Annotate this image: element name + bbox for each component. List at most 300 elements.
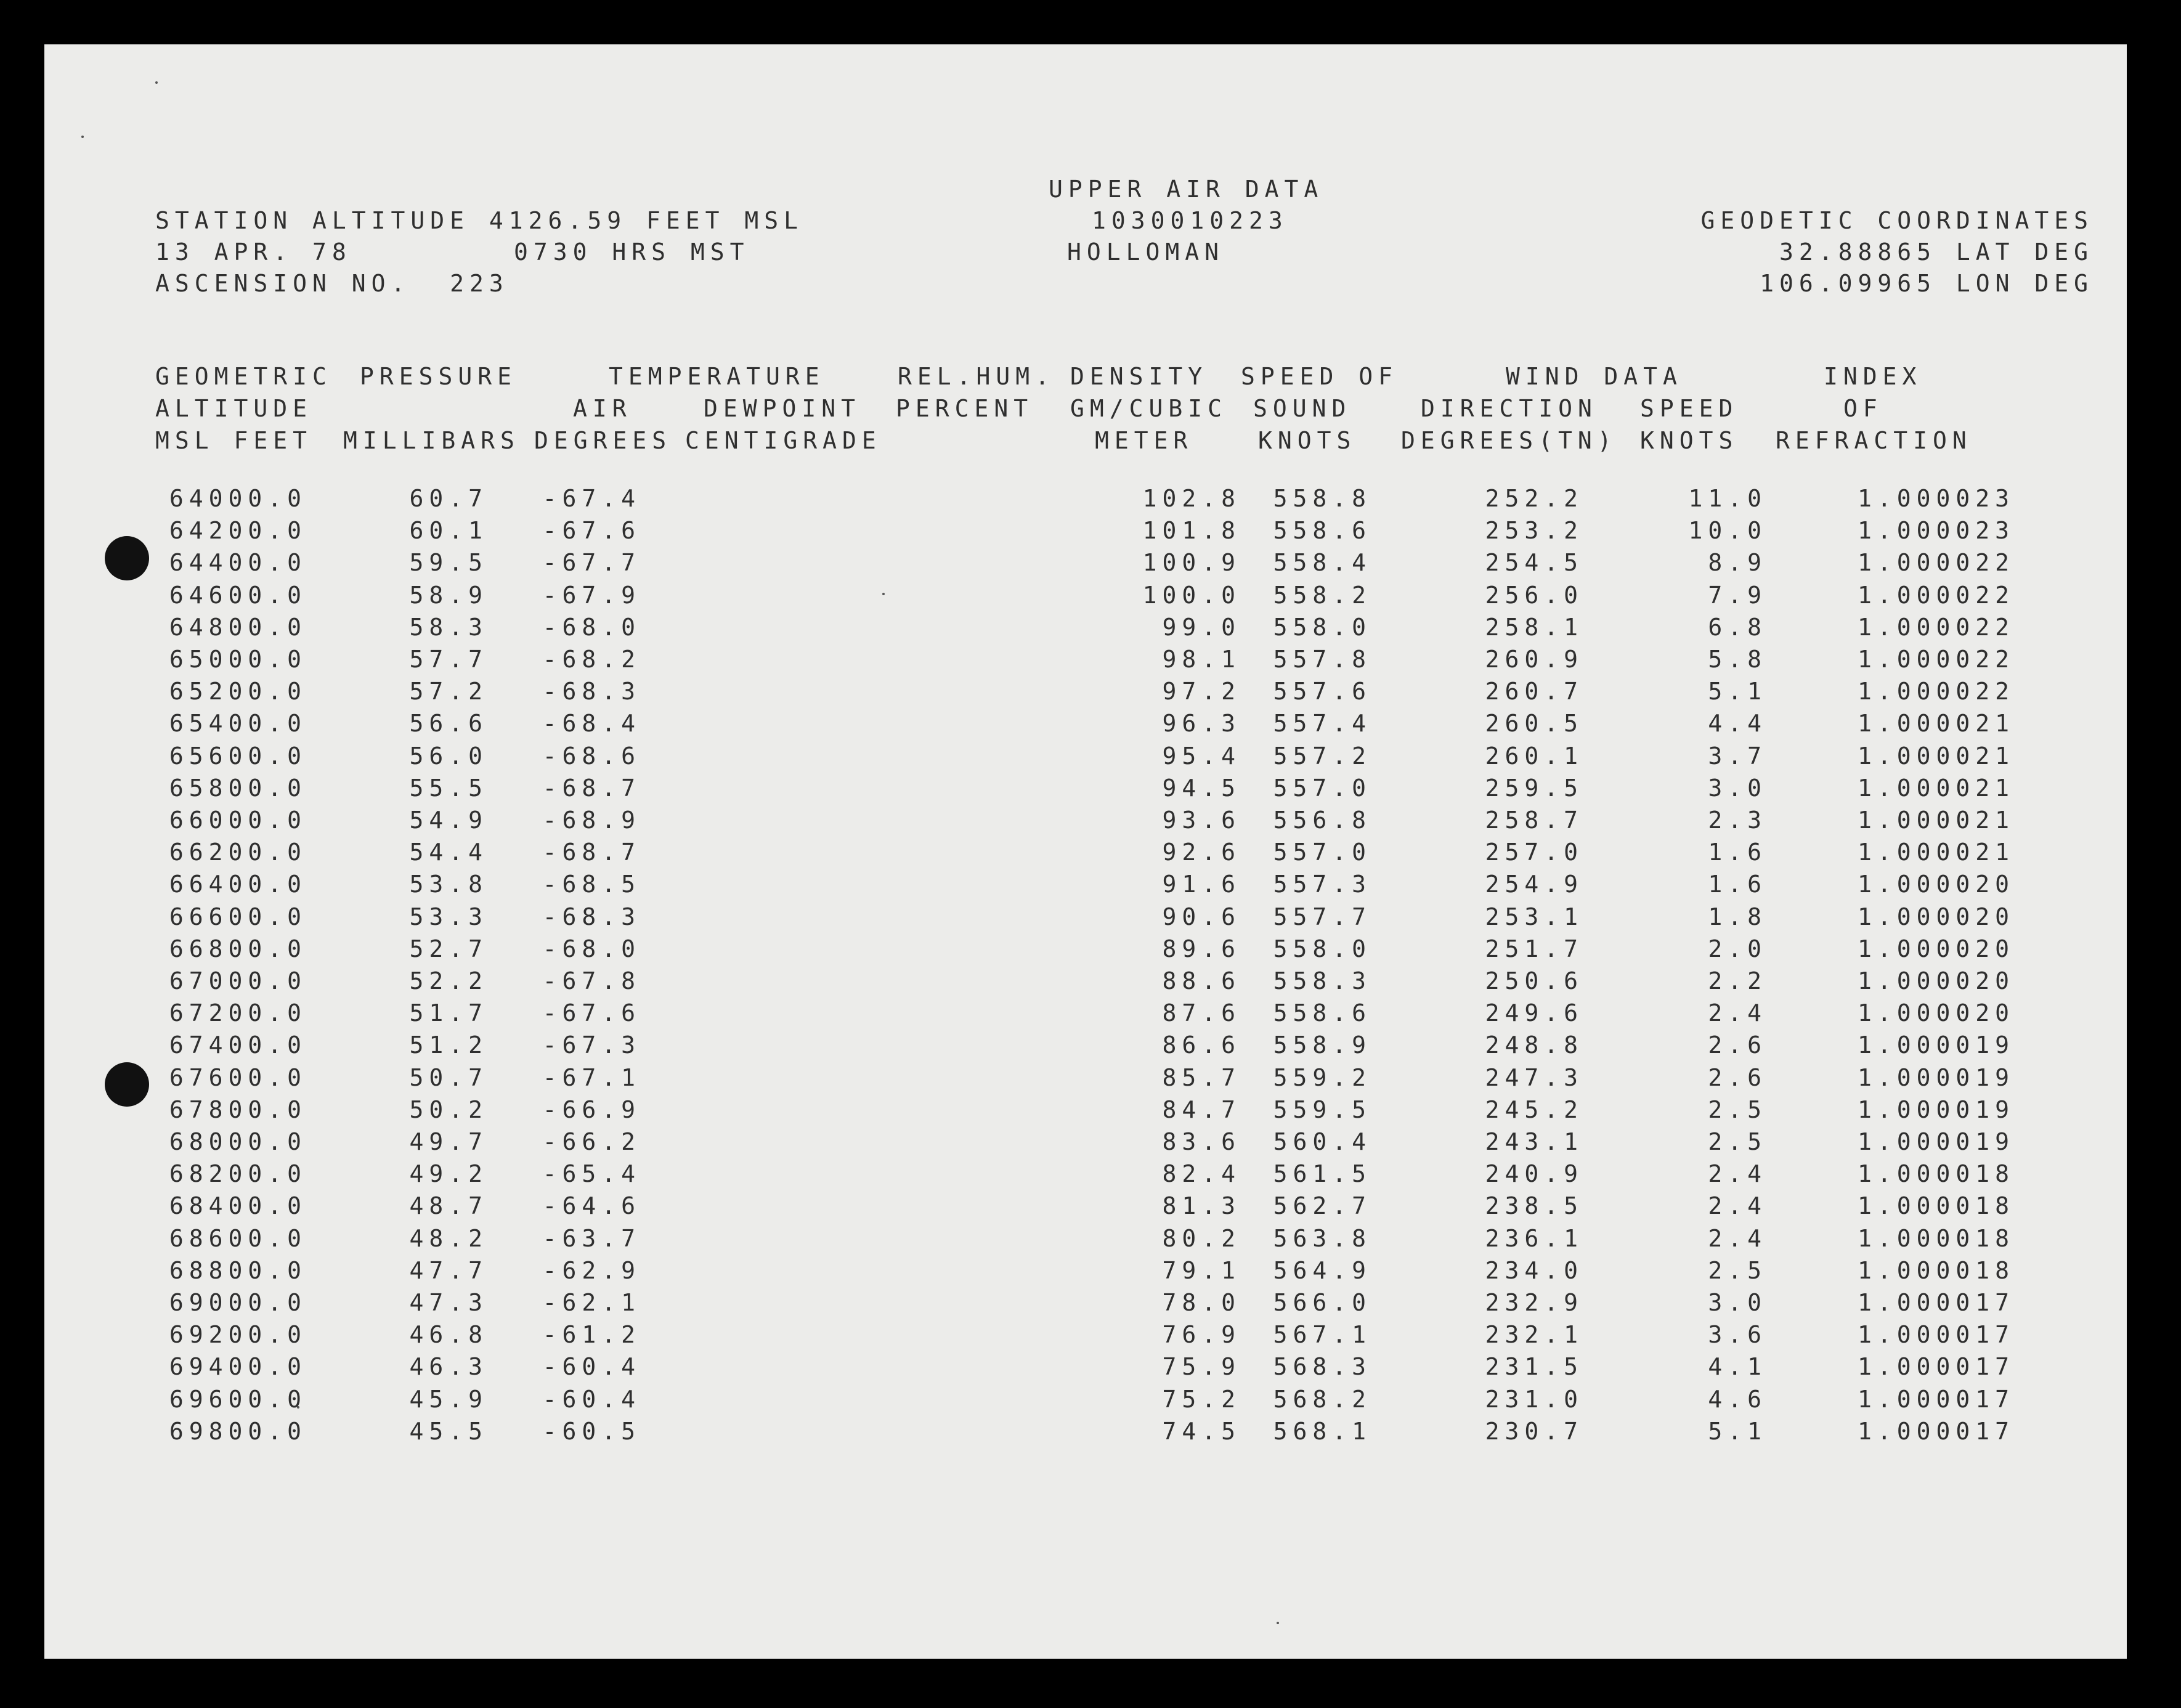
altitude-cell: 68200.0 bbox=[169, 1160, 307, 1188]
altitude-cell: 67800.0 bbox=[169, 1096, 307, 1123]
density-cell: 102.8 bbox=[1142, 485, 1241, 512]
table-row bbox=[44, 905, 2127, 932]
sound-speed-cell: 557.0 bbox=[1273, 839, 1371, 866]
pressure-cell: 52.7 bbox=[409, 935, 488, 962]
refraction-index-cell: 1.000023 bbox=[1857, 485, 2015, 512]
speck bbox=[81, 136, 84, 138]
refraction-index-cell: 1.000017 bbox=[1857, 1385, 2015, 1413]
wind-speed-cell: 2.5 bbox=[1708, 1256, 1767, 1284]
temperature-cell: -65.4 bbox=[542, 1160, 641, 1188]
table-row bbox=[44, 680, 2127, 707]
refraction-index-cell: 1.000022 bbox=[1857, 613, 2015, 641]
col-air-line1: AIR bbox=[573, 395, 632, 422]
altitude-cell: 64800.0 bbox=[169, 613, 307, 641]
temperature-cell: -67.1 bbox=[542, 1063, 641, 1091]
refraction-index-cell: 1.000019 bbox=[1857, 1063, 2015, 1091]
wind-direction-cell: 260.9 bbox=[1485, 646, 1583, 673]
col-direction-line2: DEGREES(TN) bbox=[1401, 427, 1617, 454]
density-cell: 81.3 bbox=[1162, 1192, 1241, 1220]
refraction-index-cell: 1.000022 bbox=[1857, 581, 2015, 609]
wind-speed-cell: 2.6 bbox=[1708, 1063, 1767, 1091]
density-cell: 84.7 bbox=[1162, 1096, 1241, 1123]
wind-direction-cell: 254.5 bbox=[1485, 549, 1583, 577]
altitude-cell: 69800.0 bbox=[169, 1417, 307, 1445]
density-cell: 96.3 bbox=[1162, 710, 1241, 738]
density-cell: 92.6 bbox=[1162, 839, 1241, 866]
col-wind-data: WIND DATA bbox=[1506, 363, 1683, 390]
pressure-cell: 51.2 bbox=[409, 1031, 488, 1059]
wind-speed-cell: 7.9 bbox=[1708, 581, 1767, 609]
speck bbox=[155, 81, 158, 84]
report-time: 0730 HRS MST bbox=[514, 238, 750, 266]
altitude-cell: 66000.0 bbox=[169, 807, 307, 834]
temperature-cell: -68.2 bbox=[542, 646, 641, 673]
altitude-cell: 68000.0 bbox=[169, 1128, 307, 1155]
refraction-index-cell: 1.000020 bbox=[1857, 967, 2015, 994]
sound-speed-cell: 558.2 bbox=[1273, 581, 1371, 609]
report-date: 13 APR. 78 bbox=[155, 238, 352, 266]
wind-speed-cell: 2.4 bbox=[1708, 1192, 1767, 1220]
pressure-cell: 50.7 bbox=[409, 1063, 488, 1091]
wind-speed-cell: 2.0 bbox=[1708, 935, 1767, 962]
pressure-cell: 60.7 bbox=[409, 485, 488, 512]
refraction-index-cell: 1.000019 bbox=[1857, 1031, 2015, 1059]
sound-speed-cell: 557.0 bbox=[1273, 774, 1371, 802]
col-sound-line1: SPEED OF bbox=[1241, 363, 1399, 390]
refraction-index-cell: 1.000022 bbox=[1857, 646, 2015, 673]
wind-direction-cell: 243.1 bbox=[1485, 1128, 1583, 1155]
pressure-cell: 54.4 bbox=[409, 839, 488, 866]
wind-direction-cell: 260.7 bbox=[1485, 678, 1583, 706]
wind-direction-cell: 247.3 bbox=[1485, 1063, 1583, 1091]
table-row bbox=[44, 551, 2127, 578]
density-cell: 93.6 bbox=[1162, 807, 1241, 834]
col-density-line1: DENSITY bbox=[1070, 363, 1208, 390]
density-cell: 78.0 bbox=[1162, 1289, 1241, 1316]
temperature-cell: -67.3 bbox=[542, 1031, 641, 1059]
wind-speed-cell: 3.0 bbox=[1708, 1289, 1767, 1316]
temperature-cell: -67.9 bbox=[542, 581, 641, 609]
printout-sheet bbox=[44, 44, 2127, 1659]
altitude-cell: 65000.0 bbox=[169, 646, 307, 673]
pressure-cell: 47.3 bbox=[409, 1289, 488, 1316]
altitude-cell: 68600.0 bbox=[169, 1224, 307, 1252]
wind-speed-cell: 4.1 bbox=[1708, 1353, 1767, 1381]
col-dewpoint-line2: CENTIGRADE bbox=[685, 427, 882, 454]
table-row bbox=[44, 581, 2127, 611]
col-temperature: TEMPERATURE bbox=[609, 363, 825, 390]
pressure-cell: 53.8 bbox=[409, 871, 488, 898]
wind-direction-cell: 232.1 bbox=[1485, 1321, 1583, 1349]
col-index-line3: REFRACTION bbox=[1776, 427, 1972, 454]
table-row bbox=[44, 1323, 2127, 1350]
altitude-cell: 65600.0 bbox=[169, 742, 307, 770]
density-cell: 83.6 bbox=[1162, 1128, 1241, 1155]
refraction-index-cell: 1.000019 bbox=[1857, 1128, 2015, 1155]
sound-speed-cell: 557.3 bbox=[1273, 871, 1371, 898]
table-row bbox=[44, 937, 2127, 964]
pressure-cell: 48.2 bbox=[409, 1224, 488, 1252]
sound-speed-cell: 564.9 bbox=[1273, 1256, 1371, 1284]
temperature-cell: -63.7 bbox=[542, 1224, 641, 1252]
wind-direction-cell: 251.7 bbox=[1485, 935, 1583, 962]
table-row bbox=[44, 969, 2127, 996]
temperature-cell: -67.7 bbox=[542, 549, 641, 577]
wind-speed-cell: 2.6 bbox=[1708, 1031, 1767, 1059]
refraction-index-cell: 1.000022 bbox=[1857, 549, 2015, 577]
table-row bbox=[44, 1033, 2127, 1060]
table-row bbox=[44, 1355, 2127, 1382]
altitude-cell: 69400.0 bbox=[169, 1353, 307, 1381]
density-cell: 101.8 bbox=[1142, 517, 1241, 545]
wind-direction-cell: 258.7 bbox=[1485, 807, 1583, 834]
pressure-cell: 60.1 bbox=[409, 517, 488, 545]
wind-speed-cell: 6.8 bbox=[1708, 613, 1767, 641]
refraction-index-cell: 1.000021 bbox=[1857, 774, 2015, 802]
temperature-cell: -60.5 bbox=[542, 1417, 641, 1445]
temperature-cell: -68.0 bbox=[542, 935, 641, 962]
table-row bbox=[44, 1417, 2127, 1447]
sound-speed-cell: 558.0 bbox=[1273, 613, 1371, 641]
col-density-line2: GM/CUBIC bbox=[1070, 395, 1228, 422]
wind-direction-cell: 234.0 bbox=[1485, 1256, 1583, 1284]
table-row bbox=[44, 776, 2127, 803]
temperature-cell: -68.0 bbox=[542, 613, 641, 641]
pressure-cell: 56.6 bbox=[409, 710, 488, 738]
table-row bbox=[44, 1130, 2127, 1157]
density-cell: 75.2 bbox=[1162, 1385, 1241, 1413]
sound-speed-cell: 558.4 bbox=[1273, 549, 1371, 577]
table-row bbox=[44, 1385, 2127, 1415]
temperature-cell: -68.3 bbox=[542, 678, 641, 706]
table-row bbox=[44, 1098, 2127, 1125]
wind-speed-cell: 10.0 bbox=[1688, 517, 1767, 545]
sound-speed-cell: 562.7 bbox=[1273, 1192, 1371, 1220]
pressure-cell: 58.3 bbox=[409, 613, 488, 641]
temperature-cell: -68.3 bbox=[542, 903, 641, 930]
temperature-cell: -60.4 bbox=[542, 1385, 641, 1413]
density-cell: 87.6 bbox=[1162, 999, 1241, 1027]
altitude-cell: 64400.0 bbox=[169, 549, 307, 577]
wind-speed-cell: 2.5 bbox=[1708, 1096, 1767, 1123]
refraction-index-cell: 1.000017 bbox=[1857, 1417, 2015, 1445]
altitude-cell: 66200.0 bbox=[169, 839, 307, 866]
sound-speed-cell: 567.1 bbox=[1273, 1321, 1371, 1349]
wind-speed-cell: 4.4 bbox=[1708, 710, 1767, 738]
report-title: UPPER AIR DATA bbox=[1049, 176, 1324, 203]
table-row bbox=[44, 808, 2127, 836]
sound-speed-cell: 559.5 bbox=[1273, 1096, 1371, 1123]
longitude: 106.09965 LON DEG bbox=[1760, 270, 2094, 297]
wind-speed-cell: 11.0 bbox=[1688, 485, 1767, 512]
density-cell: 90.6 bbox=[1162, 903, 1241, 930]
wind-speed-cell: 2.4 bbox=[1708, 1160, 1767, 1188]
wind-speed-cell: 5.1 bbox=[1708, 678, 1767, 706]
refraction-index-cell: 1.000023 bbox=[1857, 517, 2015, 545]
wind-direction-cell: 238.5 bbox=[1485, 1192, 1583, 1220]
altitude-cell: 65200.0 bbox=[169, 678, 307, 706]
altitude-cell: 68800.0 bbox=[169, 1256, 307, 1284]
pressure-cell: 55.5 bbox=[409, 774, 488, 802]
pressure-cell: 48.7 bbox=[409, 1192, 488, 1220]
wind-speed-cell: 2.4 bbox=[1708, 1224, 1767, 1252]
wind-speed-cell: 1.8 bbox=[1708, 903, 1767, 930]
wind-direction-cell: 248.8 bbox=[1485, 1031, 1583, 1059]
density-cell: 99.0 bbox=[1162, 613, 1241, 641]
pressure-cell: 59.5 bbox=[409, 549, 488, 577]
wind-direction-cell: 253.2 bbox=[1485, 517, 1583, 545]
table-row bbox=[44, 487, 2127, 514]
wind-direction-cell: 245.2 bbox=[1485, 1096, 1583, 1123]
wind-direction-cell: 252.2 bbox=[1485, 485, 1583, 512]
sound-speed-cell: 568.2 bbox=[1273, 1385, 1371, 1413]
col-sound-line2: SOUND bbox=[1253, 395, 1352, 422]
table-row bbox=[44, 1291, 2127, 1318]
wind-speed-cell: 2.3 bbox=[1708, 807, 1767, 834]
wind-direction-cell: 230.7 bbox=[1485, 1417, 1583, 1445]
temperature-cell: -68.6 bbox=[542, 742, 641, 770]
altitude-cell: 67400.0 bbox=[169, 1031, 307, 1059]
temperature-cell: -68.4 bbox=[542, 710, 641, 738]
col-speed-line2: KNOTS bbox=[1640, 427, 1739, 454]
table-row bbox=[44, 1001, 2127, 1028]
col-speed-line1: SPEED bbox=[1640, 395, 1739, 422]
temperature-cell: -64.6 bbox=[542, 1192, 641, 1220]
pressure-cell: 57.2 bbox=[409, 678, 488, 706]
pressure-cell: 57.7 bbox=[409, 646, 488, 673]
col-pressure-line2: MILLIBARS bbox=[343, 427, 520, 454]
pressure-cell: 51.7 bbox=[409, 999, 488, 1027]
col-index-line2: OF bbox=[1843, 395, 1883, 422]
wind-speed-cell: 2.4 bbox=[1708, 999, 1767, 1027]
temperature-cell: -68.7 bbox=[542, 774, 641, 802]
wind-direction-cell: 258.1 bbox=[1485, 613, 1583, 641]
table-row bbox=[44, 744, 2127, 771]
table-row bbox=[44, 712, 2127, 739]
col-sound-line3: KNOTS bbox=[1258, 427, 1357, 454]
wind-direction-cell: 231.0 bbox=[1485, 1385, 1583, 1413]
table-row bbox=[44, 1256, 2127, 1286]
temperature-cell: -68.9 bbox=[542, 807, 641, 834]
refraction-index-cell: 1.000021 bbox=[1857, 742, 2015, 770]
pressure-cell: 46.3 bbox=[409, 1353, 488, 1381]
temperature-cell: -66.2 bbox=[542, 1128, 641, 1155]
report-code: 1030010223 bbox=[1092, 207, 1288, 234]
wind-direction-cell: 254.9 bbox=[1485, 871, 1583, 898]
altitude-cell: 66600.0 bbox=[169, 903, 307, 930]
altitude-cell: 69000.0 bbox=[169, 1289, 307, 1316]
density-cell: 89.6 bbox=[1162, 935, 1241, 962]
sound-speed-cell: 558.3 bbox=[1273, 967, 1371, 994]
wind-direction-cell: 240.9 bbox=[1485, 1160, 1583, 1188]
temperature-cell: -67.8 bbox=[542, 967, 641, 994]
table-row bbox=[44, 872, 2127, 900]
refraction-index-cell: 1.000022 bbox=[1857, 678, 2015, 706]
density-cell: 95.4 bbox=[1162, 742, 1241, 770]
altitude-cell: 65800.0 bbox=[169, 774, 307, 802]
wind-direction-cell: 249.6 bbox=[1485, 999, 1583, 1027]
col-altitude-line2: ALTITUDE bbox=[155, 395, 313, 422]
refraction-index-cell: 1.000017 bbox=[1857, 1289, 2015, 1316]
wind-direction-cell: 253.1 bbox=[1485, 903, 1583, 930]
density-cell: 100.0 bbox=[1142, 581, 1241, 609]
col-altitude-line1: GEOMETRIC bbox=[155, 363, 332, 390]
pressure-cell: 49.2 bbox=[409, 1160, 488, 1188]
col-altitude-line3: MSL FEET bbox=[155, 427, 313, 454]
sound-speed-cell: 556.8 bbox=[1273, 807, 1371, 834]
wind-direction-cell: 236.1 bbox=[1485, 1224, 1583, 1252]
col-direction-line1: DIRECTION bbox=[1421, 395, 1598, 422]
col-pressure-line1: PRESSURE bbox=[360, 363, 518, 390]
wind-direction-cell: 250.6 bbox=[1485, 967, 1583, 994]
pressure-cell: 52.2 bbox=[409, 967, 488, 994]
wind-direction-cell: 256.0 bbox=[1485, 581, 1583, 609]
wind-speed-cell: 8.9 bbox=[1708, 549, 1767, 577]
wind-speed-cell: 2.2 bbox=[1708, 967, 1767, 994]
sound-speed-cell: 557.4 bbox=[1273, 710, 1371, 738]
sound-speed-cell: 558.9 bbox=[1273, 1031, 1371, 1059]
sound-speed-cell: 559.2 bbox=[1273, 1063, 1371, 1091]
sound-speed-cell: 557.7 bbox=[1273, 903, 1371, 930]
pressure-cell: 45.9 bbox=[409, 1385, 488, 1413]
table-row bbox=[44, 648, 2127, 675]
altitude-cell: 69200.0 bbox=[169, 1321, 307, 1349]
refraction-index-cell: 1.000020 bbox=[1857, 999, 2015, 1027]
refraction-index-cell: 1.000021 bbox=[1857, 839, 2015, 866]
refraction-index-cell: 1.000020 bbox=[1857, 871, 2015, 898]
wind-speed-cell: 3.0 bbox=[1708, 774, 1767, 802]
density-cell: 75.9 bbox=[1162, 1353, 1241, 1381]
altitude-cell: 67600.0 bbox=[169, 1063, 307, 1091]
table-row bbox=[44, 1162, 2127, 1189]
density-cell: 82.4 bbox=[1162, 1160, 1241, 1188]
pressure-cell: 46.8 bbox=[409, 1321, 488, 1349]
temperature-cell: -62.9 bbox=[542, 1256, 641, 1284]
temperature-cell: -62.1 bbox=[542, 1289, 641, 1316]
density-cell: 79.1 bbox=[1162, 1256, 1241, 1284]
refraction-index-cell: 1.000017 bbox=[1857, 1321, 2015, 1349]
sound-speed-cell: 561.5 bbox=[1273, 1160, 1371, 1188]
report-site: HOLLOMAN bbox=[1067, 238, 1225, 266]
pressure-cell: 47.7 bbox=[409, 1256, 488, 1284]
table-row bbox=[44, 1224, 2127, 1254]
altitude-cell: 66800.0 bbox=[169, 935, 307, 962]
table-row bbox=[44, 1063, 2127, 1093]
pressure-cell: 50.2 bbox=[409, 1096, 488, 1123]
sound-speed-cell: 563.8 bbox=[1273, 1224, 1371, 1252]
wind-direction-cell: 257.0 bbox=[1485, 839, 1583, 866]
temperature-cell: -61.2 bbox=[542, 1321, 641, 1349]
density-cell: 76.9 bbox=[1162, 1321, 1241, 1349]
temperature-cell: -68.7 bbox=[542, 839, 641, 866]
wind-speed-cell: 5.8 bbox=[1708, 646, 1767, 673]
altitude-cell: 68400.0 bbox=[169, 1192, 307, 1220]
density-cell: 91.6 bbox=[1162, 871, 1241, 898]
sound-speed-cell: 560.4 bbox=[1273, 1128, 1371, 1155]
pressure-cell: 53.3 bbox=[409, 903, 488, 930]
refraction-index-cell: 1.000018 bbox=[1857, 1192, 2015, 1220]
coordinates-title: GEODETIC COORDINATES bbox=[1700, 207, 2094, 234]
col-relhum-line2: PERCENT bbox=[896, 395, 1034, 422]
wind-speed-cell: 1.6 bbox=[1708, 871, 1767, 898]
wind-speed-cell: 4.6 bbox=[1708, 1385, 1767, 1413]
wind-direction-cell: 231.5 bbox=[1485, 1353, 1583, 1381]
refraction-index-cell: 1.000021 bbox=[1857, 710, 2015, 738]
sound-speed-cell: 558.6 bbox=[1273, 999, 1371, 1027]
altitude-cell: 69600.0 bbox=[169, 1385, 307, 1413]
pressure-cell: 58.9 bbox=[409, 581, 488, 609]
wind-direction-cell: 260.5 bbox=[1485, 710, 1583, 738]
col-air-line2: DEGREES bbox=[534, 427, 672, 454]
density-cell: 94.5 bbox=[1162, 774, 1241, 802]
temperature-cell: -60.4 bbox=[542, 1353, 641, 1381]
pressure-cell: 49.7 bbox=[409, 1128, 488, 1155]
density-cell: 88.6 bbox=[1162, 967, 1241, 994]
ascension-number: ASCENSION NO. 223 bbox=[155, 270, 509, 297]
altitude-cell: 64000.0 bbox=[169, 485, 307, 512]
refraction-index-cell: 1.000018 bbox=[1857, 1224, 2015, 1252]
wind-speed-cell: 5.1 bbox=[1708, 1417, 1767, 1445]
latitude: 32.88865 LAT DEG bbox=[1779, 238, 2094, 266]
pressure-cell: 45.5 bbox=[409, 1417, 488, 1445]
pressure-cell: 56.0 bbox=[409, 742, 488, 770]
density-cell: 74.5 bbox=[1162, 1417, 1241, 1445]
refraction-index-cell: 1.000018 bbox=[1857, 1160, 2015, 1188]
sound-speed-cell: 558.6 bbox=[1273, 517, 1371, 545]
density-cell: 97.2 bbox=[1162, 678, 1241, 706]
col-dewpoint-line1: DEWPOINT bbox=[704, 395, 861, 422]
density-cell: 86.6 bbox=[1162, 1031, 1241, 1059]
sound-speed-cell: 557.2 bbox=[1273, 742, 1371, 770]
sound-speed-cell: 568.1 bbox=[1273, 1417, 1371, 1445]
sound-speed-cell: 558.8 bbox=[1273, 485, 1371, 512]
altitude-cell: 66400.0 bbox=[169, 871, 307, 898]
temperature-cell: -66.9 bbox=[542, 1096, 641, 1123]
temperature-cell: -67.4 bbox=[542, 485, 641, 512]
speck bbox=[1277, 1622, 1279, 1624]
altitude-cell: 64200.0 bbox=[169, 517, 307, 545]
table-row bbox=[44, 1194, 2127, 1221]
wind-direction-cell: 232.9 bbox=[1485, 1289, 1583, 1316]
density-cell: 80.2 bbox=[1162, 1224, 1241, 1252]
sound-speed-cell: 558.0 bbox=[1273, 935, 1371, 962]
wind-speed-cell: 3.7 bbox=[1708, 742, 1767, 770]
refraction-index-cell: 1.000020 bbox=[1857, 903, 2015, 930]
refraction-index-cell: 1.000017 bbox=[1857, 1353, 2015, 1381]
refraction-index-cell: 1.000019 bbox=[1857, 1096, 2015, 1123]
altitude-cell: 65400.0 bbox=[169, 710, 307, 738]
wind-speed-cell: 3.6 bbox=[1708, 1321, 1767, 1349]
sound-speed-cell: 557.6 bbox=[1273, 678, 1371, 706]
pressure-cell: 54.9 bbox=[409, 807, 488, 834]
altitude-cell: 67200.0 bbox=[169, 999, 307, 1027]
density-cell: 85.7 bbox=[1162, 1063, 1241, 1091]
temperature-cell: -67.6 bbox=[542, 517, 641, 545]
refraction-index-cell: 1.000020 bbox=[1857, 935, 2015, 962]
density-cell: 100.9 bbox=[1142, 549, 1241, 577]
wind-direction-cell: 259.5 bbox=[1485, 774, 1583, 802]
col-index-line1: INDEX bbox=[1824, 363, 1922, 390]
wind-speed-cell: 2.5 bbox=[1708, 1128, 1767, 1155]
temperature-cell: -68.5 bbox=[542, 871, 641, 898]
table-row bbox=[44, 613, 2127, 643]
sound-speed-cell: 566.0 bbox=[1273, 1289, 1371, 1316]
refraction-index-cell: 1.000021 bbox=[1857, 807, 2015, 834]
table-row bbox=[44, 840, 2127, 868]
altitude-cell: 64600.0 bbox=[169, 581, 307, 609]
sound-speed-cell: 557.8 bbox=[1273, 646, 1371, 673]
refraction-index-cell: 1.000018 bbox=[1857, 1256, 2015, 1284]
